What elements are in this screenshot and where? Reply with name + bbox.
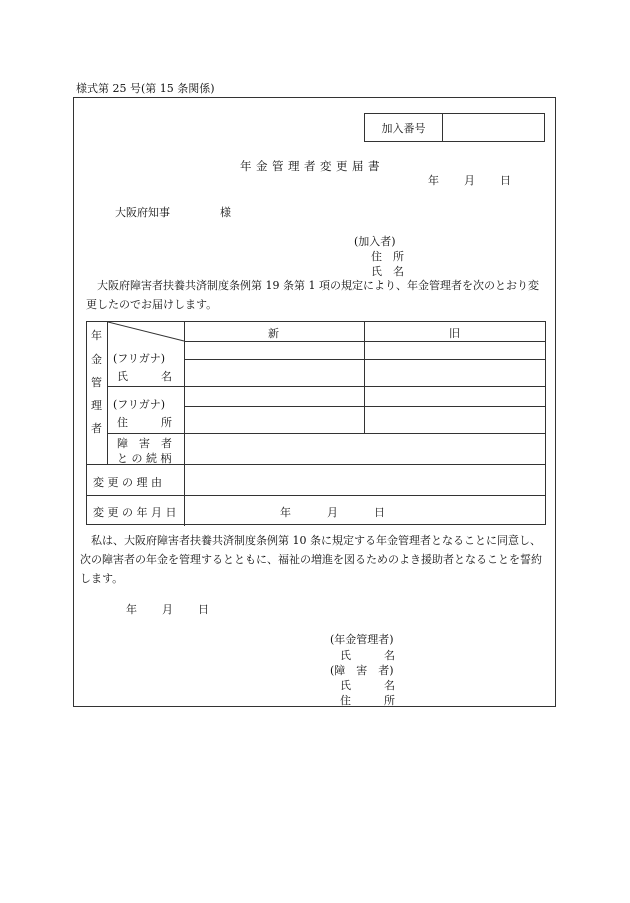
disabled-person-address-label: 住 所 [340, 694, 395, 707]
submission-date [428, 172, 511, 188]
side-label-3: 管 [91, 376, 102, 389]
change-date-month: 月 [327, 506, 338, 519]
column-old: 旧 [449, 327, 460, 340]
applicant-name-label: 氏 名 [371, 265, 404, 278]
furigana-label-2: (フリガナ) [113, 398, 166, 411]
name-label: 氏 名 [117, 370, 172, 383]
consent-statement: 私は、大阪府障害者扶養共済制度条例第 10 条に規定する年金管理者となることに同意し、次の障害者の年金を管理するとともに、福祉の増進を図るためのよき援助者となることを誓約します。 [80, 534, 542, 585]
side-label-1: 年 [91, 329, 102, 342]
guardian-heading: (年金管理者) [330, 633, 394, 646]
side-label-5: 者 [91, 422, 102, 435]
header-diagonal [108, 322, 185, 342]
change-date-year: 年 [280, 506, 291, 519]
column-new: 新 [268, 327, 279, 340]
change-date-label: 変 更 の 年 月 日 [93, 506, 177, 519]
applicant-address-label: 住 所 [371, 250, 404, 263]
address-label: 住 所 [117, 416, 172, 429]
furigana-label-1: (フリガナ) [113, 352, 166, 365]
date-month-label: 月 [464, 174, 475, 187]
side-label-2: 金 [91, 353, 102, 366]
relation-label-line1: 障 害 者 [117, 437, 172, 450]
guardian-name-label: 氏 名 [340, 649, 395, 662]
member-number-box [364, 113, 545, 142]
pension-manager-table [86, 321, 546, 525]
honorific: 様 [220, 206, 231, 219]
change-reason-label: 変 更 の 理 由 [93, 476, 162, 489]
relation-label-line2: と の 続 柄 [117, 452, 172, 465]
form-number-label: 様式第 25 号(第 15 条関係) [76, 82, 215, 95]
side-label-4: 理 [91, 399, 102, 412]
member-number-label: 加入番号 [365, 114, 443, 141]
member-number-field[interactable] [443, 114, 544, 141]
notification-statement: 大阪府障害者扶養共済制度条例第 19 条第 1 項の規定により、年金管理者を次のとおり変更したのでお届けします。 [86, 279, 539, 311]
consent-day-label: 日 [198, 603, 209, 616]
consent-year-label: 年 [126, 603, 137, 616]
applicant-heading: (加入者) [354, 235, 396, 248]
disabled-person-name-label: 氏 名 [340, 679, 395, 692]
date-year-label: 年 [428, 174, 439, 187]
document-title: 年金管理者変更届書 [240, 159, 384, 173]
date-day-label: 日 [500, 174, 511, 187]
consent-date [126, 601, 209, 617]
addressee: 大阪府知事 [115, 206, 170, 219]
disabled-person-heading: (障 害 者) [330, 664, 394, 677]
change-date-day: 日 [374, 506, 385, 519]
consent-month-label: 月 [162, 603, 173, 616]
